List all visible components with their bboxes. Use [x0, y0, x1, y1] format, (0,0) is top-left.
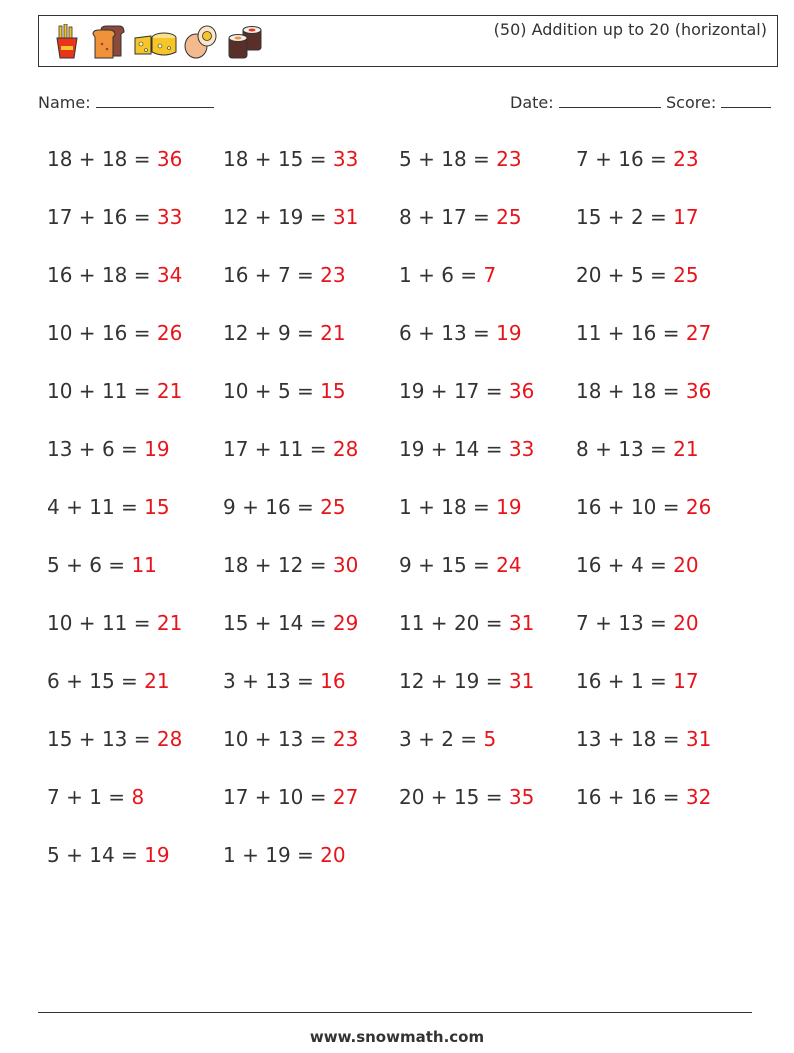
problem-item: 17 + 16 = 33 — [47, 205, 183, 229]
operand-a: 18 — [47, 147, 73, 171]
operand-b: 18 — [630, 727, 657, 751]
operand-a: 11 — [576, 321, 602, 345]
operand-a: 20 — [576, 263, 602, 287]
operand-b: 1 — [630, 669, 644, 693]
problem-item: 16 + 16 = 32 — [576, 785, 712, 809]
operand-b: 6 — [101, 437, 115, 461]
problem-item: 16 + 10 = 26 — [576, 495, 712, 519]
operand-b: 14 — [89, 843, 115, 867]
problem-item: 11 + 16 = 27 — [576, 321, 712, 345]
toast-icon — [91, 24, 125, 60]
operand-b: 15 — [441, 553, 467, 577]
operand-a: 16 — [576, 785, 602, 809]
problem-item: 1 + 19 = 20 — [223, 843, 346, 867]
answer: 26 — [156, 321, 183, 345]
problem-grid — [47, 147, 752, 901]
problem-item: 17 + 11 = 28 — [223, 437, 359, 461]
score-field — [666, 93, 771, 112]
operand-b: 13 — [277, 727, 304, 751]
operand-a: 7 — [576, 147, 589, 171]
operand-b: 11 — [101, 611, 128, 635]
operand-a: 10 — [223, 379, 249, 403]
answer: 21 — [144, 669, 170, 693]
operand-a: 5 — [399, 147, 412, 171]
answer: 33 — [508, 437, 535, 461]
operand-a: 7 — [47, 785, 60, 809]
problem-item: 16 + 1 = 17 — [576, 669, 699, 693]
answer: 20 — [673, 553, 699, 577]
operand-b: 9 — [277, 321, 291, 345]
operand-b: 5 — [630, 263, 644, 287]
answer: 32 — [685, 785, 712, 809]
operand-a: 3 — [223, 669, 236, 693]
operand-b: 11 — [277, 437, 304, 461]
operand-a: 19 — [399, 437, 425, 461]
problem-item: 18 + 18 = 36 — [47, 147, 183, 171]
operand-a: 17 — [47, 205, 73, 229]
operand-b: 18 — [101, 263, 128, 287]
operand-a: 15 — [47, 727, 73, 751]
score-label: Score: — [666, 93, 717, 112]
problem-item: 18 + 12 = 30 — [223, 553, 359, 577]
operand-a: 16 — [223, 263, 249, 287]
operand-b: 15 — [89, 669, 115, 693]
problem-item: 13 + 6 = 19 — [47, 437, 170, 461]
problem-item: 8 + 17 = 25 — [399, 205, 522, 229]
operand-a: 11 — [399, 611, 425, 635]
answer: 15 — [144, 495, 170, 519]
answer: 25 — [496, 205, 522, 229]
operand-a: 6 — [399, 321, 412, 345]
answer: 31 — [685, 727, 712, 751]
problem-item: 10 + 11 = 21 — [47, 611, 183, 635]
operand-a: 8 — [399, 205, 412, 229]
problem-item: 10 + 5 = 15 — [223, 379, 346, 403]
operand-b: 16 — [630, 785, 657, 809]
operand-a: 1 — [399, 495, 412, 519]
date-field — [510, 93, 661, 112]
operand-a: 3 — [399, 727, 412, 751]
operand-a: 18 — [223, 147, 249, 171]
answer: 25 — [673, 263, 699, 287]
answer: 36 — [685, 379, 712, 403]
operand-b: 13 — [265, 669, 291, 693]
name-blank — [96, 93, 214, 108]
operand-a: 15 — [223, 611, 249, 635]
date-blank — [559, 93, 661, 108]
operand-b: 7 — [277, 263, 291, 287]
operand-b: 18 — [441, 495, 467, 519]
answer: 27 — [332, 785, 359, 809]
operand-b: 13 — [441, 321, 467, 345]
operand-b: 13 — [618, 611, 644, 635]
answer: 34 — [156, 263, 183, 287]
answer: 35 — [508, 785, 535, 809]
operand-b: 10 — [630, 495, 657, 519]
problem-item: 6 + 15 = 21 — [47, 669, 170, 693]
answer: 8 — [131, 785, 145, 809]
answer: 33 — [332, 147, 359, 171]
problem-item: 10 + 11 = 21 — [47, 379, 183, 403]
name-label: Name: — [38, 93, 91, 112]
operand-b: 1 — [89, 785, 102, 809]
problem-item: 7 + 13 = 20 — [576, 611, 699, 635]
footer-divider — [38, 1012, 752, 1013]
answer: 24 — [496, 553, 522, 577]
operand-b: 12 — [277, 553, 304, 577]
answer: 20 — [673, 611, 699, 635]
operand-a: 8 — [576, 437, 589, 461]
operand-b: 18 — [101, 147, 128, 171]
answer: 36 — [156, 147, 183, 171]
fries-icon — [53, 24, 81, 60]
operand-a: 16 — [576, 495, 602, 519]
problem-item: 16 + 4 = 20 — [576, 553, 699, 577]
operand-b: 10 — [277, 785, 304, 809]
problem-item: 20 + 5 = 25 — [576, 263, 699, 287]
operand-a: 4 — [47, 495, 60, 519]
operand-b: 19 — [277, 205, 304, 229]
answer: 36 — [508, 379, 535, 403]
operand-a: 7 — [576, 611, 589, 635]
operand-a: 5 — [47, 553, 60, 577]
operand-b: 13 — [101, 727, 128, 751]
operand-b: 16 — [101, 321, 128, 345]
answer: 23 — [673, 147, 699, 171]
problem-item: 10 + 16 = 26 — [47, 321, 183, 345]
answer: 21 — [156, 379, 183, 403]
problem-item: 5 + 14 = 19 — [47, 843, 170, 867]
answer: 5 — [483, 727, 497, 751]
problem-item: 12 + 19 = 31 — [223, 205, 359, 229]
operand-a: 12 — [399, 669, 425, 693]
answer: 23 — [496, 147, 522, 171]
operand-a: 19 — [399, 379, 425, 403]
answer: 26 — [685, 495, 712, 519]
operand-b: 13 — [618, 437, 644, 461]
problem-item: 13 + 18 = 31 — [576, 727, 712, 751]
answer: 30 — [332, 553, 359, 577]
answer: 28 — [332, 437, 359, 461]
operand-a: 6 — [47, 669, 60, 693]
header-box — [38, 15, 778, 67]
operand-a: 12 — [223, 205, 249, 229]
problem-item: 15 + 2 = 17 — [576, 205, 699, 229]
operand-a: 10 — [47, 321, 73, 345]
operand-b: 4 — [630, 553, 644, 577]
problem-item: 7 + 1 = 8 — [47, 785, 145, 809]
answer: 31 — [508, 611, 535, 635]
operand-b: 14 — [453, 437, 480, 461]
problem-item: 17 + 10 = 27 — [223, 785, 359, 809]
problem-item: 12 + 19 = 31 — [399, 669, 535, 693]
operand-b: 16 — [265, 495, 291, 519]
answer: 21 — [320, 321, 346, 345]
problem-item: 9 + 16 = 25 — [223, 495, 346, 519]
answer: 11 — [131, 553, 157, 577]
operand-b: 6 — [89, 553, 102, 577]
operand-a: 13 — [47, 437, 73, 461]
operand-b: 2 — [630, 205, 644, 229]
operand-b: 16 — [630, 321, 657, 345]
operand-a: 18 — [576, 379, 602, 403]
problem-item: 6 + 13 = 19 — [399, 321, 522, 345]
answer: 16 — [320, 669, 346, 693]
operand-b: 15 — [453, 785, 480, 809]
problem-item: 4 + 11 = 15 — [47, 495, 170, 519]
cheese-icon — [133, 24, 177, 60]
problem-item: 8 + 13 = 21 — [576, 437, 699, 461]
answer: 33 — [156, 205, 183, 229]
operand-a: 1 — [399, 263, 412, 287]
operand-b: 5 — [277, 379, 291, 403]
problem-item: 1 + 18 = 19 — [399, 495, 522, 519]
answer: 27 — [685, 321, 712, 345]
problem-item: 15 + 14 = 29 — [223, 611, 359, 635]
operand-a: 9 — [223, 495, 236, 519]
worksheet-title: (50) Addition up to 20 (horizontal) — [493, 20, 767, 39]
operand-a: 17 — [223, 437, 249, 461]
answer: 15 — [320, 379, 346, 403]
problem-item: 5 + 18 = 23 — [399, 147, 522, 171]
operand-a: 5 — [47, 843, 60, 867]
name-field — [38, 93, 214, 112]
problem-item: 12 + 9 = 21 — [223, 321, 346, 345]
answer: 19 — [496, 495, 522, 519]
footer-url: www.snowmath.com — [309, 1028, 485, 1046]
operand-a: 9 — [399, 553, 412, 577]
answer: 7 — [483, 263, 497, 287]
answer: 17 — [673, 669, 699, 693]
operand-a: 12 — [223, 321, 249, 345]
answer: 25 — [320, 495, 346, 519]
operand-a: 10 — [47, 611, 73, 635]
operand-a: 13 — [576, 727, 602, 751]
operand-a: 16 — [576, 669, 602, 693]
operand-b: 17 — [453, 379, 480, 403]
operand-b: 11 — [89, 495, 115, 519]
operand-b: 14 — [277, 611, 304, 635]
operand-b: 16 — [618, 147, 644, 171]
answer: 20 — [320, 843, 346, 867]
answer: 21 — [156, 611, 183, 635]
answer: 31 — [332, 205, 359, 229]
answer: 21 — [673, 437, 699, 461]
operand-a: 16 — [47, 263, 73, 287]
operand-b: 2 — [441, 727, 454, 751]
operand-a: 17 — [223, 785, 249, 809]
sushi-roll-icon — [227, 24, 265, 60]
problem-item: 3 + 2 = 5 — [399, 727, 497, 751]
answer: 19 — [144, 437, 170, 461]
answer: 29 — [332, 611, 359, 635]
answer: 23 — [332, 727, 359, 751]
problem-item: 3 + 13 = 16 — [223, 669, 346, 693]
problem-item: 19 + 17 = 36 — [399, 379, 535, 403]
operand-b: 15 — [277, 147, 304, 171]
problem-item: 7 + 16 = 23 — [576, 147, 699, 171]
problem-item: 16 + 18 = 34 — [47, 263, 183, 287]
problem-item: 18 + 18 = 36 — [576, 379, 712, 403]
problem-item: 15 + 13 = 28 — [47, 727, 183, 751]
operand-a: 10 — [223, 727, 249, 751]
operand-a: 15 — [576, 205, 602, 229]
operand-a: 10 — [47, 379, 73, 403]
problem-item: 16 + 7 = 23 — [223, 263, 346, 287]
operand-b: 19 — [453, 669, 480, 693]
operand-b: 18 — [630, 379, 657, 403]
operand-a: 1 — [223, 843, 236, 867]
operand-a: 18 — [223, 553, 249, 577]
problem-item: 19 + 14 = 33 — [399, 437, 535, 461]
operand-b: 11 — [101, 379, 128, 403]
answer: 31 — [508, 669, 535, 693]
operand-b: 16 — [101, 205, 128, 229]
score-blank — [721, 93, 771, 108]
operand-b: 20 — [453, 611, 480, 635]
answer: 19 — [144, 843, 170, 867]
operand-b: 19 — [265, 843, 291, 867]
operand-a: 20 — [399, 785, 425, 809]
problem-item: 18 + 15 = 33 — [223, 147, 359, 171]
egg-icon — [183, 24, 217, 60]
answer: 17 — [673, 205, 699, 229]
answer: 23 — [320, 263, 346, 287]
operand-a: 16 — [576, 553, 602, 577]
date-label: Date: — [510, 93, 554, 112]
answer: 28 — [156, 727, 183, 751]
operand-b: 17 — [441, 205, 467, 229]
problem-item: 9 + 15 = 24 — [399, 553, 522, 577]
problem-item: 10 + 13 = 23 — [223, 727, 359, 751]
problem-item: 1 + 6 = 7 — [399, 263, 497, 287]
problem-item: 20 + 15 = 35 — [399, 785, 535, 809]
problem-item: 11 + 20 = 31 — [399, 611, 535, 635]
answer: 19 — [496, 321, 522, 345]
operand-b: 18 — [441, 147, 467, 171]
operand-b: 6 — [441, 263, 454, 287]
problem-item: 5 + 6 = 11 — [47, 553, 157, 577]
